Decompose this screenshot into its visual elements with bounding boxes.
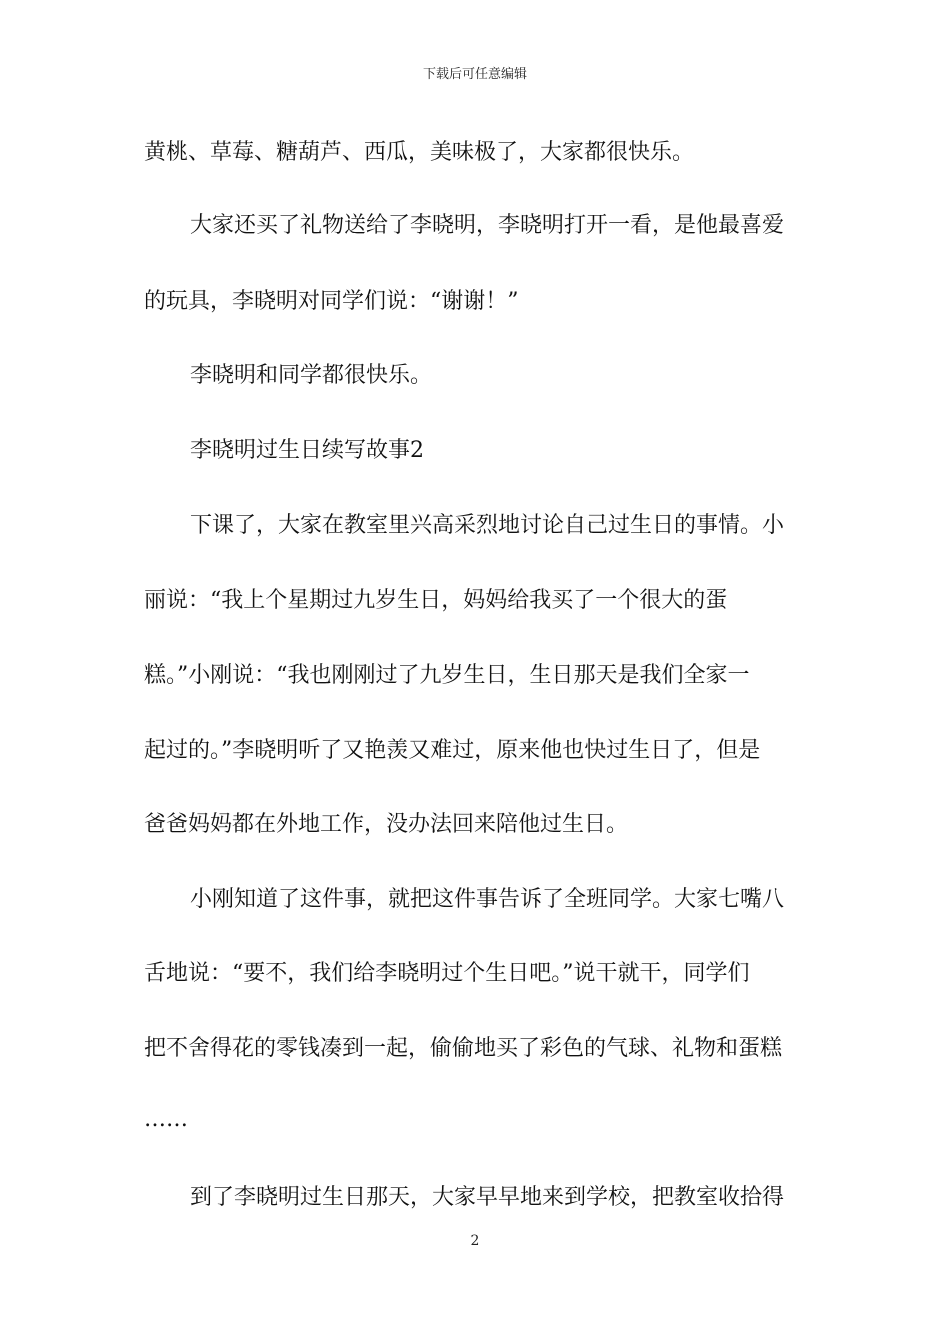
page-number: 2 — [470, 1233, 480, 1249]
text-line-1: 黄桃、草莓、糖葫芦、西瓜，美味极了，大家都很快乐。 — [144, 140, 695, 165]
text-line-7: 丽说：“我上个星期过九岁生日，妈妈给我买了一个很大的蛋 — [144, 588, 728, 613]
text-line-10: 爸爸妈妈都在外地工作，没办法回来陪他过生日。 — [144, 812, 629, 837]
text-line-15: 到了李晓明过生日那天，大家早早地来到学校，把教室收拾得 — [190, 1185, 785, 1210]
text-line-3: 的玩具，李晓明对同学们说：“谢谢！” — [144, 289, 519, 314]
text-line-8: 糕。”小刚说：“我也刚刚过了九岁生日，生日那天是我们全家一 — [144, 663, 750, 688]
page-header: 下载后可任意编辑 — [422, 67, 527, 82]
text-line-14: …… — [144, 1107, 188, 1132]
text-line-11: 小刚知道了这件事，就把这件事告诉了全班同学。大家七嘴八 — [190, 887, 785, 912]
section-heading: 李晓明过生日续写故事2 — [190, 438, 424, 463]
text-line-13: 把不舍得花的零钱凑到一起，偷偷地买了彩色的气球、礼物和蛋糕 — [144, 1036, 783, 1061]
text-line-6: 下课了，大家在教室里兴高采烈地讨论自己过生日的事情。小 — [190, 513, 785, 538]
text-line-9: 起过的。”李晓明听了又艳羡又难过，原来他也快过生日了，但是 — [144, 738, 761, 763]
text-line-2: 大家还买了礼物送给了李晓明，李晓明打开一看，是他最喜爱 — [190, 213, 785, 238]
text-line-4: 李晓明和同学都很快乐。 — [190, 363, 433, 388]
text-line-12: 舌地说：“要不，我们给李晓明过个生日吧。”说干就干，同学们 — [144, 961, 750, 986]
